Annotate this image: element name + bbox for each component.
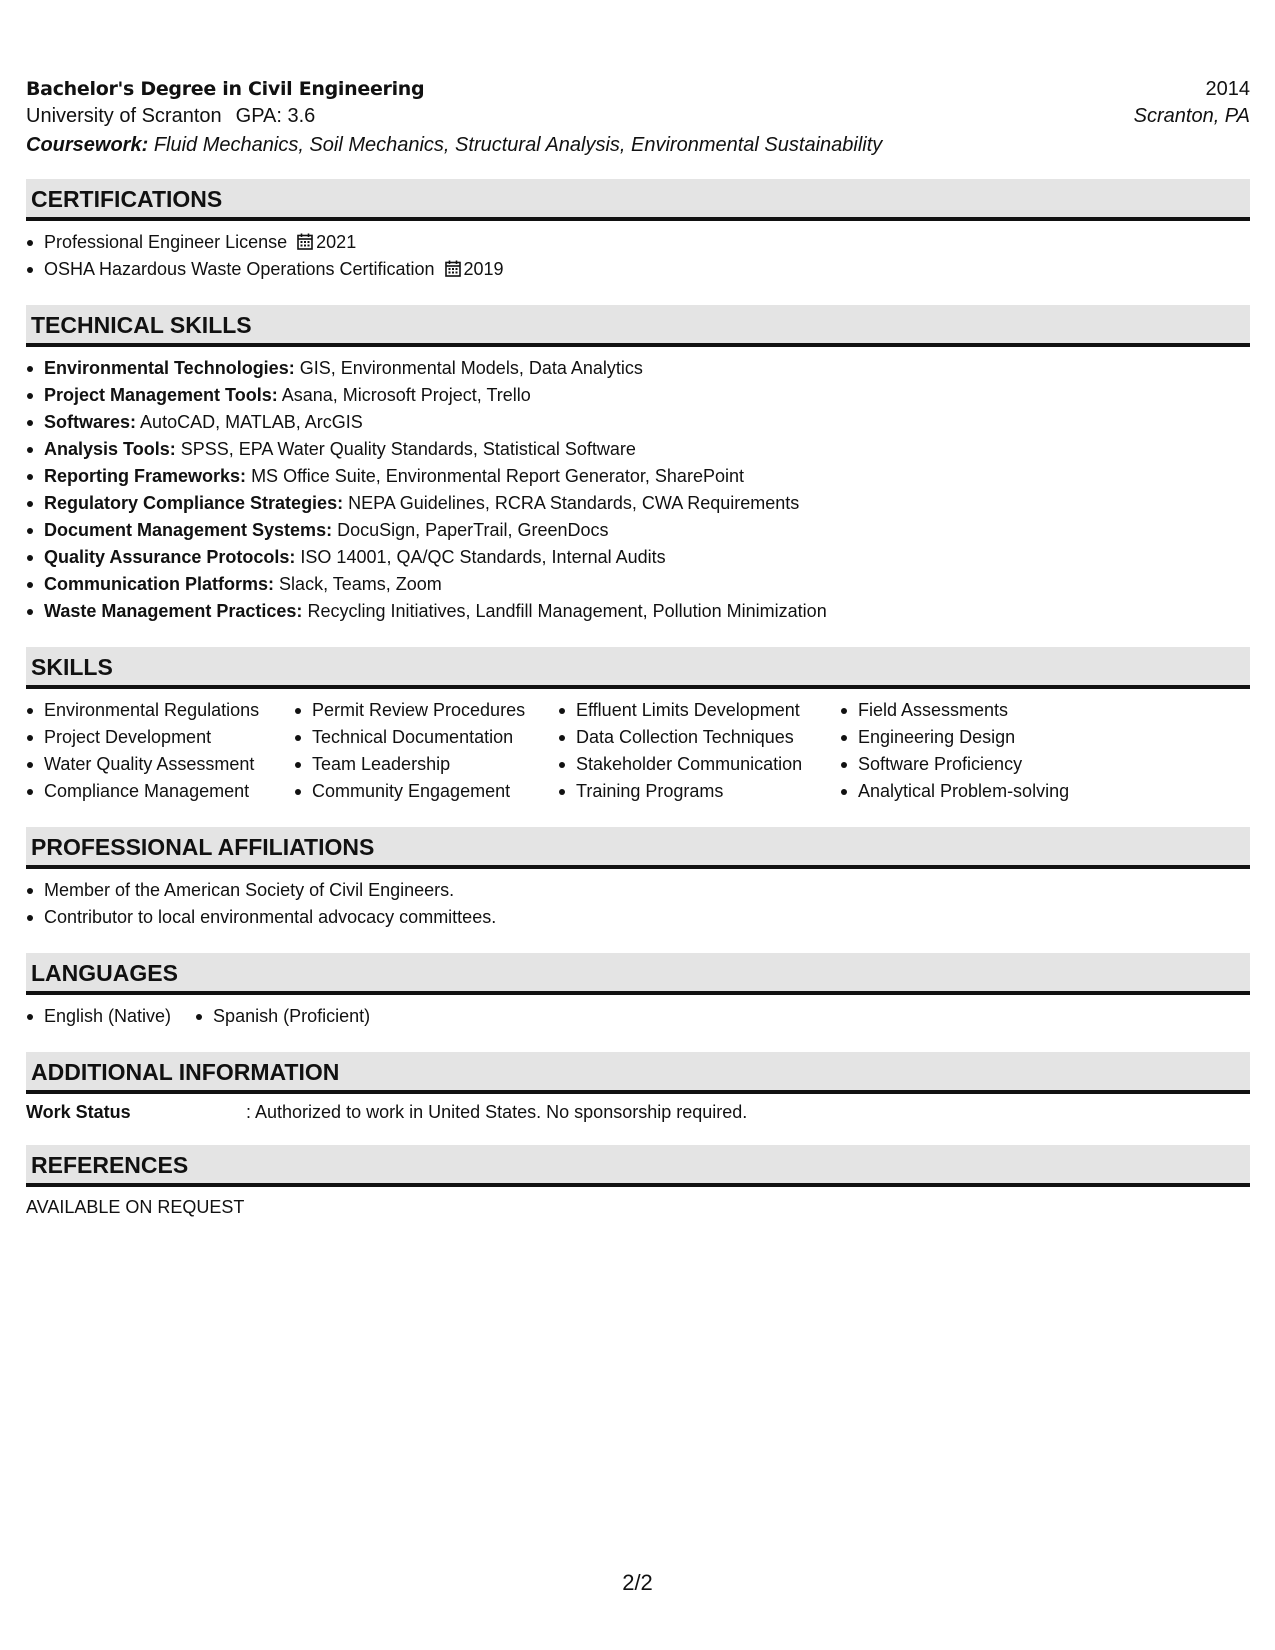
- certifications-list: [26, 229, 1250, 283]
- list-item: [26, 571, 1250, 598]
- work-status-value: : Authorized to work in United States. No sponsorship required.: [246, 1102, 748, 1122]
- skill-category: Quality Assurance Protocols:: [44, 547, 296, 567]
- skill-category: Waste Management Practices:: [44, 601, 303, 621]
- graduation-year: 2014: [1205, 78, 1250, 100]
- work-status-label: Work Status: [26, 1102, 131, 1122]
- list-item: Spanish (Proficient): [195, 1003, 370, 1030]
- skill-category: Environmental Technologies:: [44, 358, 295, 378]
- skill-category: Document Management Systems:: [44, 520, 333, 540]
- skill-values: DocuSign, PaperTrail, GreenDocs: [337, 520, 609, 540]
- languages-list: [26, 1003, 1250, 1030]
- skill-values: AutoCAD, MATLAB, ArcGIS: [140, 412, 363, 432]
- section-title: ADDITIONAL INFORMATION: [31, 1059, 340, 1085]
- list-item: Effluent Limits Development: [558, 697, 840, 724]
- section-title: CERTIFICATIONS: [31, 186, 223, 212]
- skills-column: [294, 697, 558, 805]
- list-item: [26, 544, 1250, 571]
- skills-column: [840, 697, 1120, 805]
- list-item: [26, 490, 1250, 517]
- list-item: [26, 355, 1250, 382]
- list-item: [26, 436, 1250, 463]
- list-item: Member of the American Society of Civil Engineers.: [26, 877, 1250, 904]
- references-text: AVAILABLE ON REQUEST: [26, 1197, 245, 1217]
- skill-values: SPSS, EPA Water Quality Standards, Statistical Software: [180, 439, 636, 459]
- section-title: TECHNICAL SKILLS: [31, 312, 252, 338]
- affiliations-list: [26, 877, 1250, 931]
- skill-values: GIS, Environmental Models, Data Analytics: [299, 358, 643, 378]
- calendar-icon: [445, 260, 461, 277]
- section-header-languages: [26, 953, 1250, 995]
- list-item: Contributor to local environmental advocacy committees.: [26, 904, 1250, 931]
- list-item: Water Quality Assessment: [26, 751, 294, 778]
- coursework-list: Fluid Mechanics, Soil Mechanics, Structural Analysis, Environmental Sustainability: [153, 134, 883, 156]
- section-header-certifications: [26, 179, 1250, 221]
- list-item: Team Leadership: [294, 751, 558, 778]
- list-item: [26, 229, 1250, 256]
- coursework-label: Coursework:: [26, 134, 149, 156]
- list-item: Engineering Design: [840, 724, 1120, 751]
- section-header-affiliations: [26, 827, 1250, 869]
- list-item: [26, 598, 1250, 625]
- section-title: REFERENCES: [31, 1152, 189, 1178]
- skill-values: Recycling Initiatives, Landfill Management, Pollution Minimization: [307, 601, 827, 621]
- certification-name: OSHA Hazardous Waste Operations Certification: [44, 259, 435, 279]
- list-item: Compliance Management: [26, 778, 294, 805]
- certification-name: Professional Engineer License: [44, 232, 288, 252]
- list-item: Data Collection Techniques: [558, 724, 840, 751]
- school-line: [26, 105, 315, 128]
- list-item: Field Assessments: [840, 697, 1120, 724]
- coursework: [26, 134, 1250, 157]
- list-item: Analytical Problem-solving: [840, 778, 1120, 805]
- skill-values: NEPA Guidelines, RCRA Standards, CWA Requirements: [348, 493, 800, 513]
- education-entry: [26, 78, 1250, 157]
- skill-values: Slack, Teams, Zoom: [279, 574, 442, 594]
- section-header-technical-skills: [26, 305, 1250, 347]
- list-item: Training Programs: [558, 778, 840, 805]
- skill-values: ISO 14001, QA/QC Standards, Internal Audits: [300, 547, 666, 567]
- skill-values: MS Office Suite, Environmental Report Generator, SharePoint: [251, 466, 744, 486]
- list-item: Technical Documentation: [294, 724, 558, 751]
- skills-column: [26, 697, 294, 805]
- skill-category: Communication Platforms:: [44, 574, 275, 594]
- skills-grid: [26, 697, 1250, 805]
- certification-year: 2019: [463, 259, 504, 279]
- list-item: [26, 382, 1250, 409]
- page-number: 2/2: [622, 1570, 653, 1595]
- section-title: SKILLS: [31, 654, 113, 680]
- section-header-skills: [26, 647, 1250, 689]
- gpa: GPA: 3.6: [235, 105, 316, 127]
- skill-category: Project Management Tools:: [44, 385, 278, 405]
- skill-category: Reporting Frameworks:: [44, 466, 247, 486]
- skill-category: Regulatory Compliance Strategies:: [44, 493, 344, 513]
- list-item: Environmental Regulations: [26, 697, 294, 724]
- calendar-icon: [297, 233, 313, 250]
- list-item: Permit Review Procedures: [294, 697, 558, 724]
- section-header-references: [26, 1145, 1250, 1187]
- list-item: English (Native): [26, 1003, 171, 1030]
- section-title: LANGUAGES: [31, 960, 178, 986]
- degree-title: Bachelor's Degree in Civil Engineering: [26, 78, 425, 100]
- list-item: Software Proficiency: [840, 751, 1120, 778]
- list-item: [26, 256, 1250, 283]
- school-location: Scranton, PA: [1133, 105, 1250, 127]
- skills-column: [558, 697, 840, 805]
- list-item: [26, 463, 1250, 490]
- list-item: Community Engagement: [294, 778, 558, 805]
- list-item: Stakeholder Communication: [558, 751, 840, 778]
- resume-page: [26, 78, 1250, 1218]
- list-item: [26, 409, 1250, 436]
- list-item: [26, 517, 1250, 544]
- section-title: PROFESSIONAL AFFILIATIONS: [31, 834, 375, 860]
- work-status-row: [26, 1102, 1250, 1123]
- skill-values: Asana, Microsoft Project, Trello: [281, 385, 531, 405]
- section-header-additional-info: [26, 1052, 1250, 1094]
- certification-year: 2021: [316, 232, 357, 252]
- skill-category: Analysis Tools:: [44, 439, 176, 459]
- skill-category: Softwares:: [44, 412, 137, 432]
- technical-skills-list: [26, 355, 1250, 625]
- list-item: Project Development: [26, 724, 294, 751]
- school-name: University of Scranton: [26, 105, 222, 127]
